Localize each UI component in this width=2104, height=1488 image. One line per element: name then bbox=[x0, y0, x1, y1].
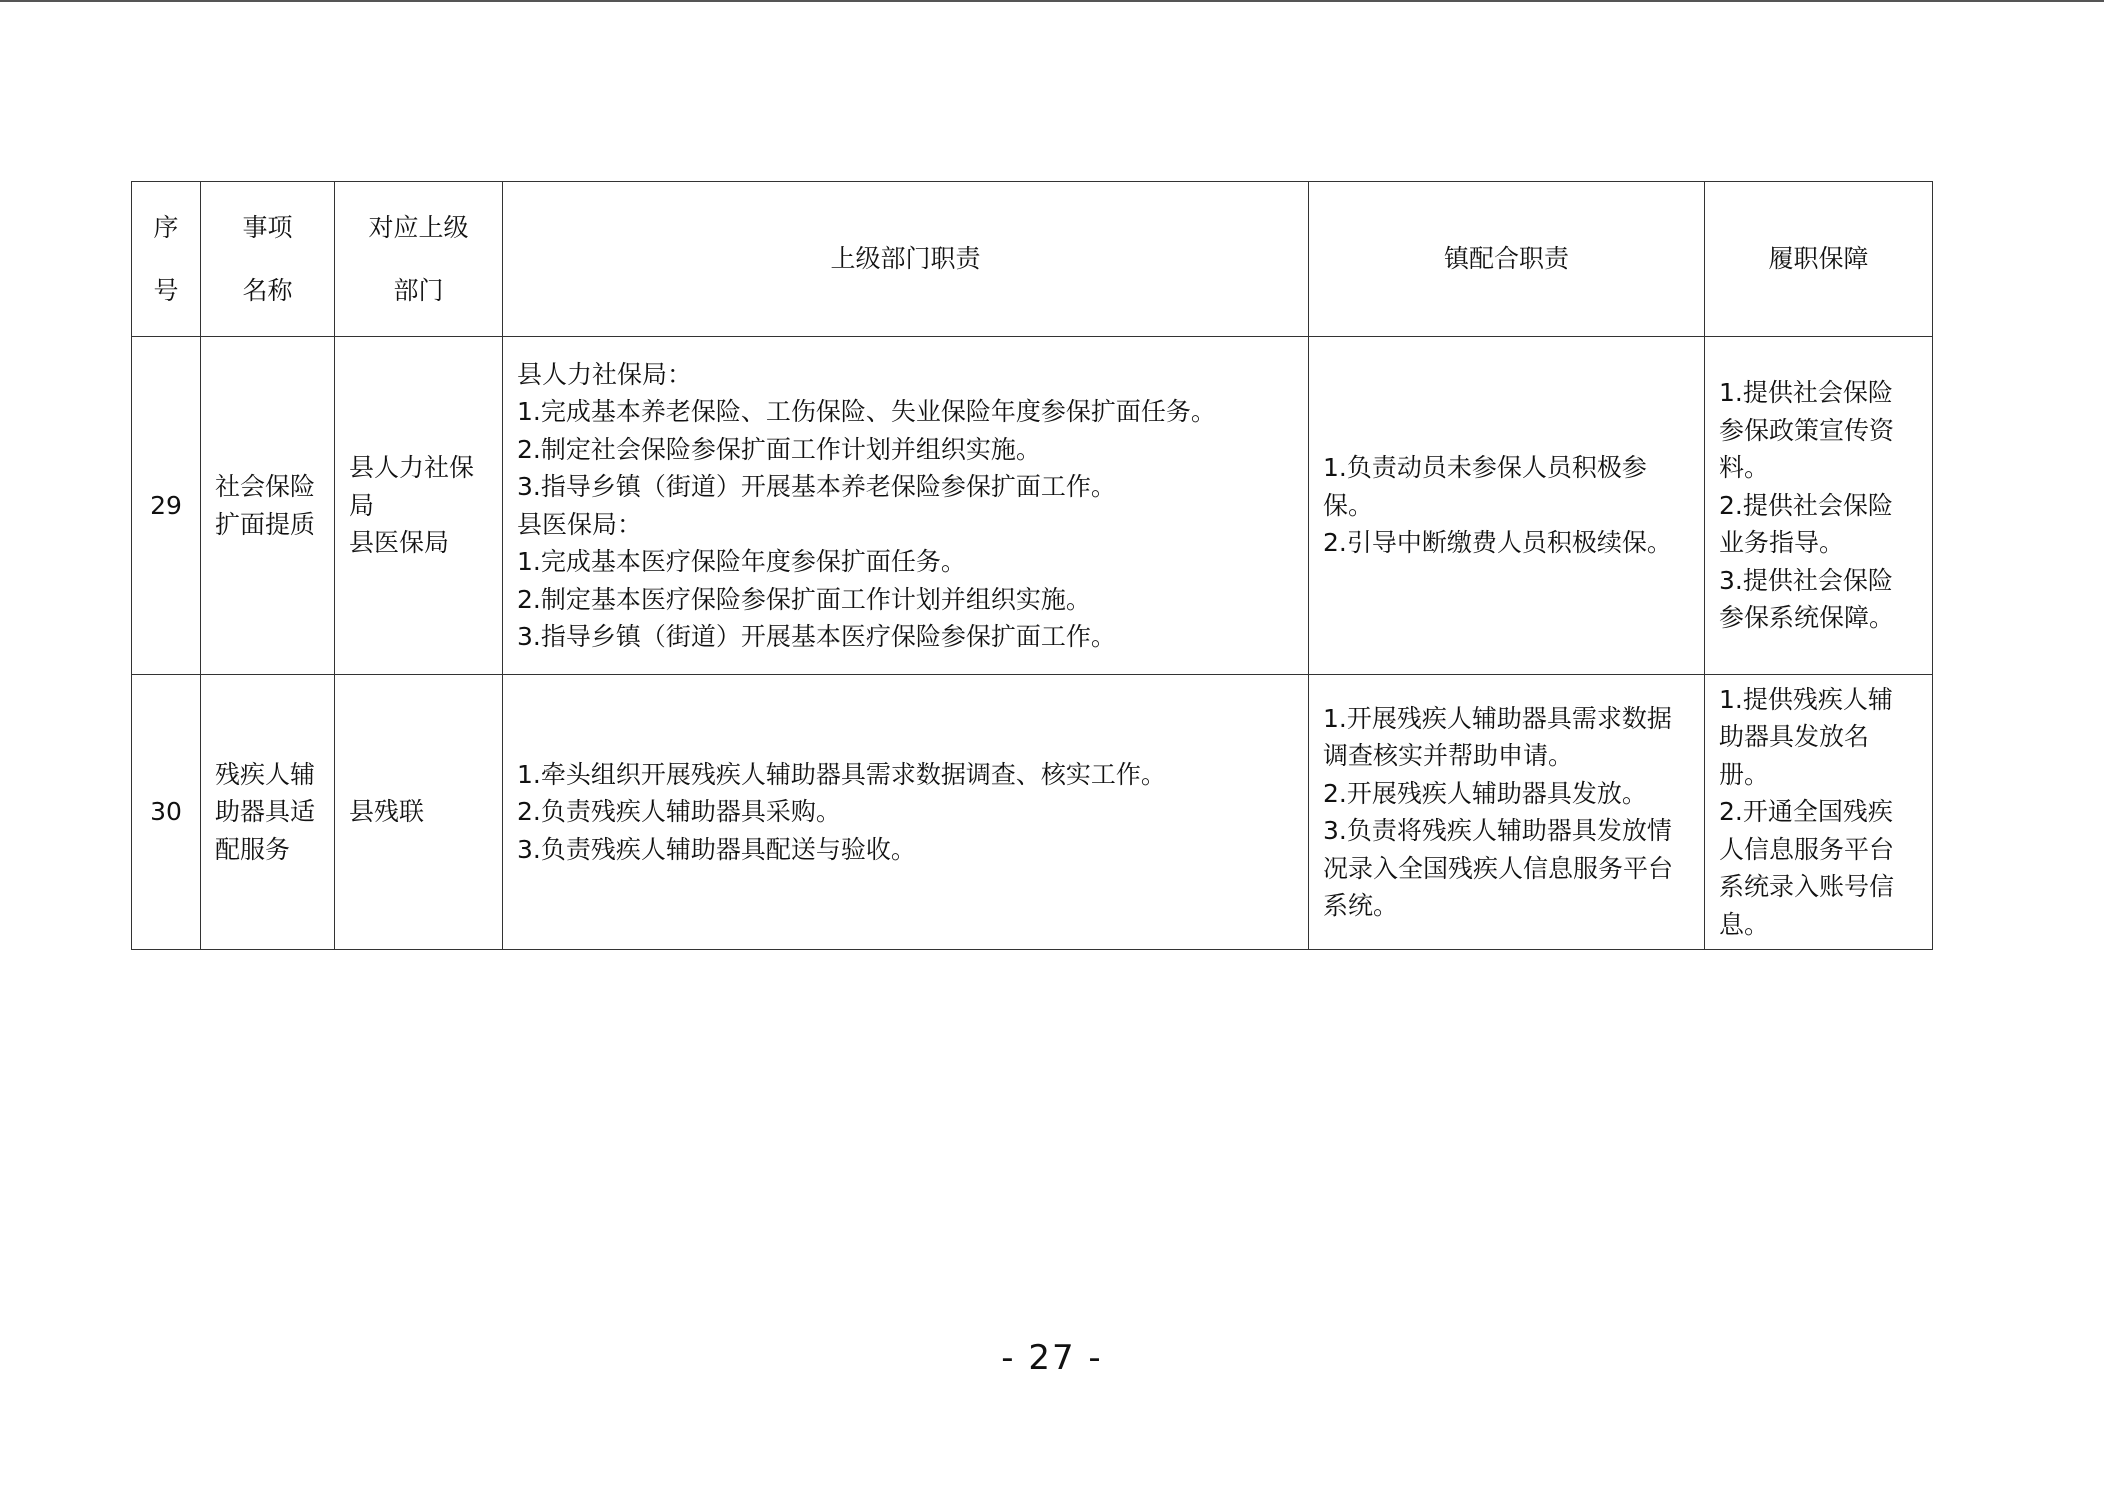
dept-cell bbox=[335, 337, 503, 675]
guarantee-line: 业务指导。 bbox=[1719, 528, 1845, 558]
upper-duty-line: 3.指导乡镇（街道）开展基本医疗保险参保扩面工作。 bbox=[517, 622, 1116, 651]
guarantee-cell bbox=[1705, 337, 1933, 675]
town-duty-cell bbox=[1309, 337, 1705, 675]
upper-duty-line: 2.制定基本医疗保险参保扩面工作计划并组织实施。 bbox=[517, 584, 1091, 614]
header-item-line: 名称 bbox=[242, 275, 293, 305]
header-dept bbox=[335, 182, 503, 337]
header-num-line: 号 bbox=[153, 275, 179, 305]
dept-line: 县人力社保 bbox=[349, 453, 475, 483]
guarantee-line: 2.开通全国残疾 bbox=[1719, 797, 1893, 827]
town-duty-line: 况录入全国残疾人信息服务平台 bbox=[1323, 853, 1674, 883]
header-dept-line: 对应上级 bbox=[368, 213, 469, 242]
upper-duty-line: 1.牵头组织开展残疾人辅助器具需求数据调查、核实工作。 bbox=[517, 759, 1166, 789]
upper-duty-line: 1.完成基本医疗保险年度参保扩面任务。 bbox=[517, 547, 966, 576]
town-duty-cell bbox=[1309, 675, 1705, 950]
header-guarantee: 履职保障 bbox=[1705, 182, 1933, 337]
upper-duty-line: 3.指导乡镇（街道）开展基本养老保险参保扩面工作。 bbox=[517, 472, 1116, 501]
header-num-line: 序 bbox=[153, 213, 179, 242]
town-duty-line: 2.开展残疾人辅助器具发放。 bbox=[1323, 778, 1647, 808]
upper-duty-line: 1.完成基本养老保险、工伤保险、失业保险年度参保扩面任务。 bbox=[517, 397, 1216, 426]
upper-duty-cell bbox=[503, 337, 1309, 675]
guarantee-line: 参保政策宣传资 bbox=[1719, 415, 1895, 445]
row-number: 30 bbox=[132, 675, 201, 950]
upper-duty-line: 2.负责残疾人辅助器具采购。 bbox=[517, 797, 841, 827]
upper-duty-line: 3.负责残疾人辅助器具配送与验收。 bbox=[517, 834, 916, 864]
item-name-line: 社会保险 bbox=[215, 472, 316, 501]
header-item bbox=[201, 182, 335, 337]
upper-duty-line: 2.制定社会保险参保扩面工作计划并组织实施。 bbox=[517, 434, 1041, 464]
header-item-line: 事项 bbox=[242, 213, 293, 242]
guarantee-line: 1.提供社会保险 bbox=[1719, 378, 1893, 408]
guarantee-line: 2.提供社会保险 bbox=[1719, 490, 1893, 520]
town-duty-line: 系统。 bbox=[1323, 891, 1399, 920]
guarantee-cell bbox=[1705, 675, 1933, 950]
dept-line: 县医保局 bbox=[349, 528, 450, 558]
dept-line: 县残联 bbox=[349, 797, 425, 827]
guarantee-line: 参保系统保障。 bbox=[1719, 603, 1895, 633]
guarantee-line: 3.提供社会保险 bbox=[1719, 565, 1893, 595]
town-duty-line: 3.负责将残疾人辅助器具发放情 bbox=[1323, 816, 1672, 845]
upper-duty-line: 县医保局： bbox=[517, 509, 643, 539]
item-name-line: 残疾人辅 bbox=[215, 759, 316, 789]
table-header-row bbox=[132, 182, 1933, 337]
town-duty-line: 2.引导中断缴费人员积极续保。 bbox=[1323, 528, 1672, 558]
item-name-line: 扩面提质 bbox=[215, 509, 316, 539]
town-duty-line: 1.负责动员未参保人员积极参 bbox=[1323, 453, 1647, 483]
item-name-cell bbox=[201, 675, 335, 950]
item-name-cell bbox=[201, 337, 335, 675]
town-duty-line: 1.开展残疾人辅助器具需求数据 bbox=[1323, 703, 1672, 733]
header-dept-line: 部门 bbox=[393, 275, 444, 305]
dept-cell bbox=[335, 675, 503, 950]
upper-duty-line: 县人力社保局： bbox=[517, 359, 693, 389]
header-upper-duty: 上级部门职责 bbox=[503, 182, 1309, 337]
page-number: - 27 - bbox=[1001, 1338, 1103, 1378]
item-name-line: 助器具适 bbox=[215, 797, 316, 827]
guarantee-line: 助器具发放名册。 bbox=[1719, 722, 1870, 789]
table-row bbox=[132, 675, 1933, 950]
table-row bbox=[132, 337, 1933, 675]
town-duty-line: 调查核实并帮助申请。 bbox=[1323, 741, 1574, 770]
header-num bbox=[132, 182, 201, 337]
header-town-duty: 镇配合职责 bbox=[1309, 182, 1705, 337]
row-number: 29 bbox=[132, 337, 201, 675]
guarantee-line: 料。 bbox=[1719, 453, 1770, 483]
guarantee-line: 息。 bbox=[1719, 909, 1770, 939]
duty-table bbox=[131, 181, 1933, 950]
guarantee-line: 人信息服务平台 bbox=[1719, 834, 1895, 864]
guarantee-line: 系统录入账号信 bbox=[1719, 872, 1895, 902]
town-duty-line: 保。 bbox=[1323, 490, 1374, 520]
guarantee-line: 1.提供残疾人辅 bbox=[1719, 684, 1893, 714]
top-border-line bbox=[0, 0, 2104, 2]
upper-duty-cell bbox=[503, 675, 1309, 950]
item-name-line: 配服务 bbox=[215, 834, 291, 864]
dept-line: 局 bbox=[349, 490, 375, 520]
